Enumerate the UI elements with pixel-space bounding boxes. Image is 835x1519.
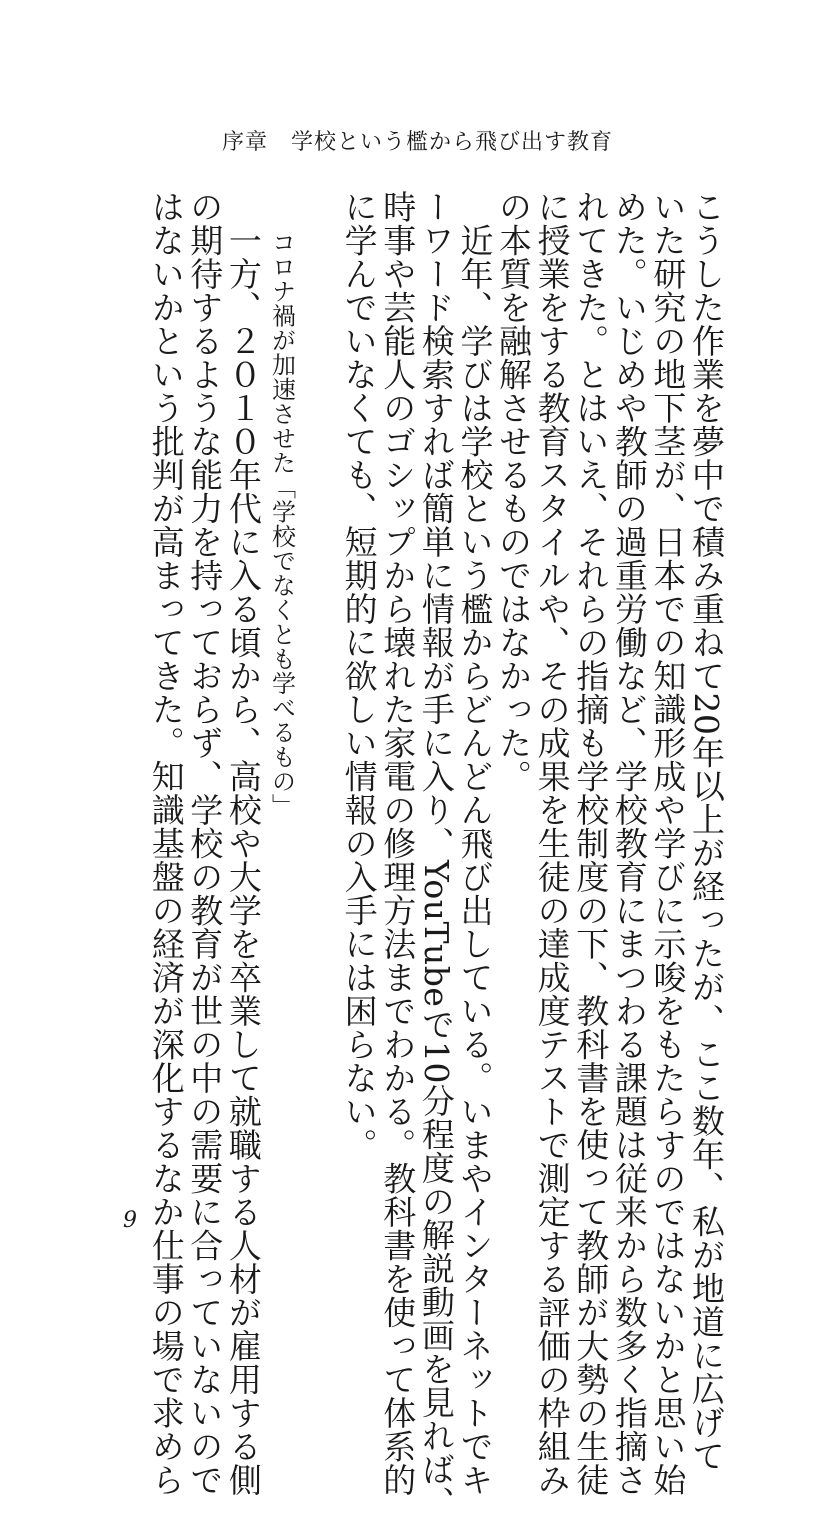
body-line: はないかという批判が高まってきた。知識基盤の経済が深化するなか仕事の場で求めら: [146, 190, 186, 1497]
body-line: めた。いじめや教師の過重労働など、学校教育にまつわる課題は従来から数多く指摘さ: [609, 190, 649, 1497]
body-line: の期待するような能力を持っておらず、学校の教育が世の中の需要に合っていないので: [185, 190, 225, 1497]
body-line: に授業をする教育スタイルや、その成果を生徒の達成度テストで測定する評価の枠組み: [532, 190, 572, 1497]
body-line: の本質を融解させるものではなかった。: [494, 190, 534, 793]
body-line: こうした作業を夢中で積み重ねて20年以上が経ったが、ここ数年、私が地道に広げて: [687, 190, 726, 1473]
body-line: 近年、学びは学校という檻からどんどん飛び出している。いまやインターネットでキ: [455, 190, 495, 1497]
body-text: [146, 190, 726, 1519]
body-line: ーワード検索すれば簡単に情報が手に入り、YouTubeで10分程度の解説動画を見れば、: [416, 190, 456, 1519]
body-line: 一方、２０１０年代に入る頃から、高校や大学を卒業して就職する人材が雇用する側: [223, 190, 263, 1497]
body-line: いた研究の地下茎が、日本での知識形成や学びに示唆をもたらすのではないかと思い始: [648, 190, 688, 1497]
body-line: 時事や芸能人のゴシップから壊れた家電の修理方法までわかる。教科書を使って体系的: [378, 190, 418, 1497]
running-head: 序章 学校という檻から飛び出す教育: [221, 130, 613, 155]
body-line: に学んでいなくても、短期的に欲しい情報の入手には困らない。: [339, 190, 379, 1162]
body-line: れてきた。とはいえ、それらの指摘も学校制度の下、教科書を使って教師が大勢の生徒: [571, 190, 611, 1497]
section-heading: コロナ禍が加速させた「学校でなくとも学べるもの」: [267, 230, 296, 818]
page-number: 9: [123, 1208, 137, 1233]
